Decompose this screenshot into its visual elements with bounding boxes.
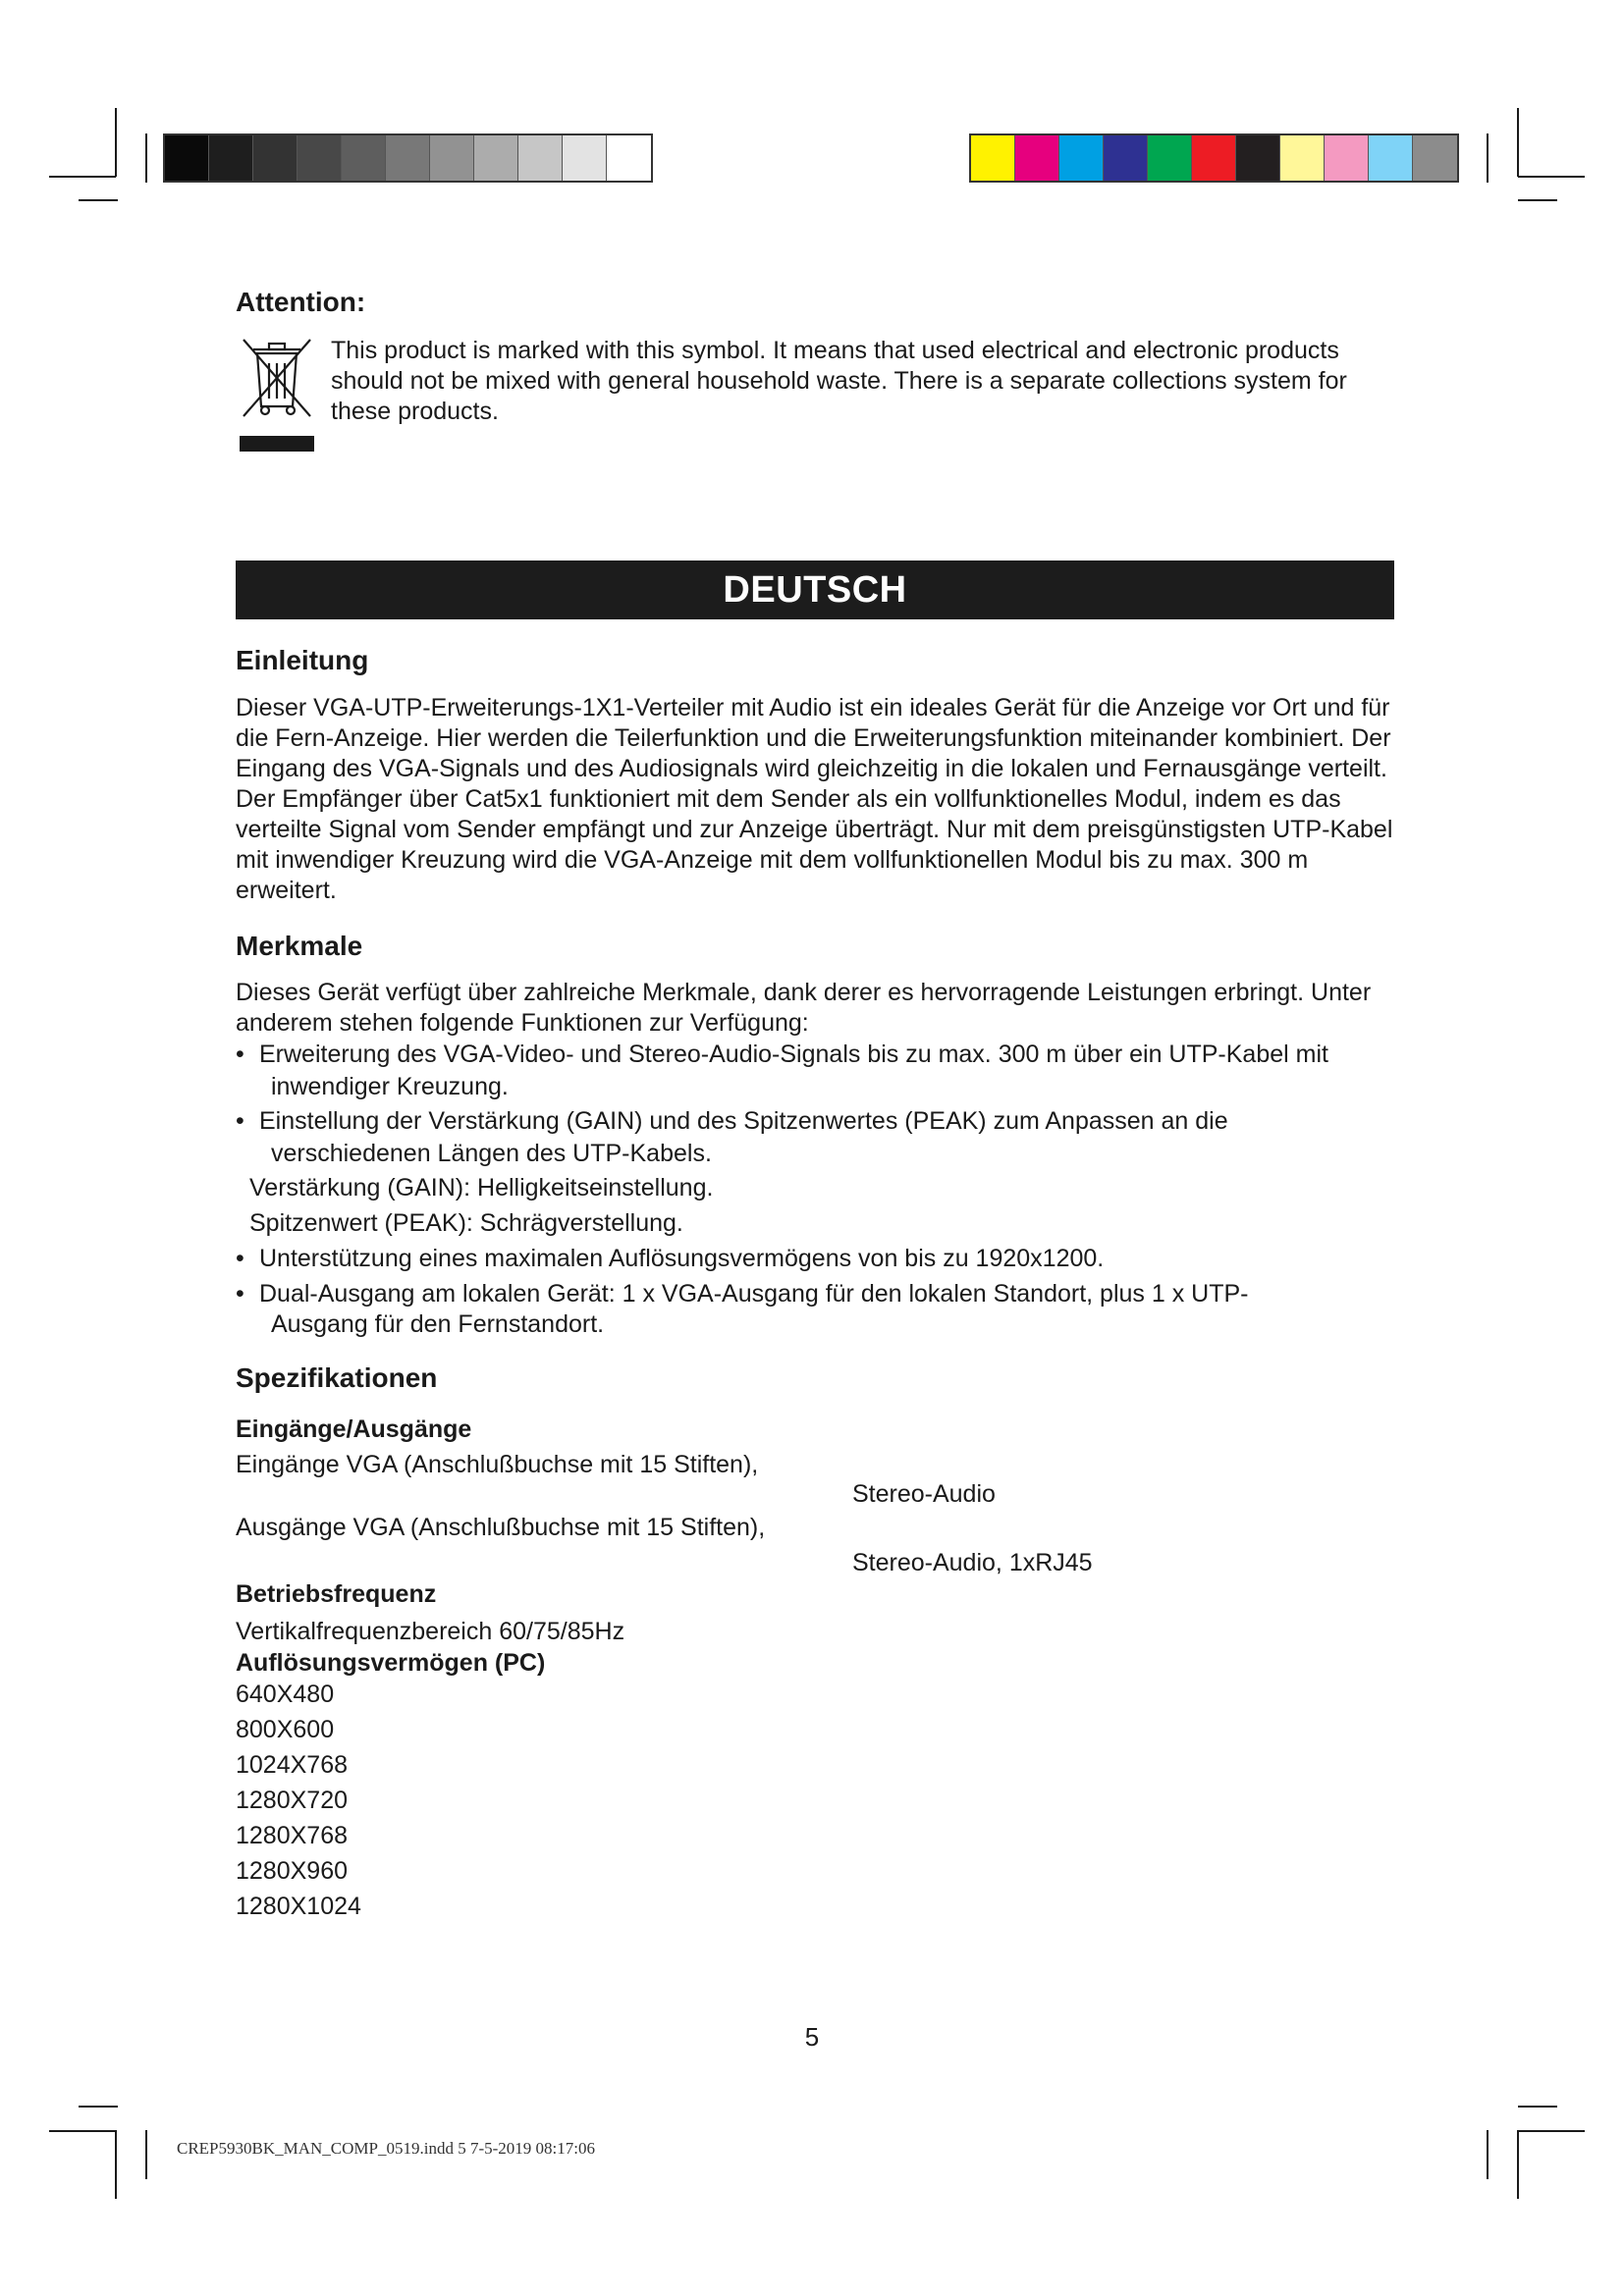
- grayscale-swatch: [386, 135, 430, 181]
- grayscale-swatch: [253, 135, 298, 181]
- feature-bullet-4: [236, 1278, 1394, 1339]
- peak-description: Spitzenwert (PEAK): Schrägverstellung.: [249, 1209, 683, 1237]
- color-swatch: [1280, 135, 1325, 181]
- feature-1-line-2: inwendiger Kreuzung.: [271, 1073, 509, 1100]
- merkmale-intro: Dieses Gerät verfügt über zahlreiche Merkmale, dank derer es hervorragende Leistungen erbringt. Unter anderem stehen folgende Funktionen zur Verfügung:: [236, 979, 1372, 1037]
- frequency-subheading: Betriebsfrequenz: [236, 1580, 437, 1608]
- crop-mark-bottom-right-v2: [1487, 2130, 1489, 2179]
- color-swatch: [1369, 135, 1413, 181]
- color-swatch: [1236, 135, 1280, 181]
- grayscale-swatch: [165, 135, 209, 181]
- einleitung-text: Dieser VGA-UTP-Erweiterungs-1X1-Verteiler mit Audio ist ein ideales Gerät für die Anzeige vor Ort und für die Fern-Anzeige. Hier werden die Teilerfunktion und die Erweiterungsfunktion miteinander kombiniert. Der Eingang des VGA-Signals und des Audiosignals wird gleichzeitig in die lokalen und Fernausgänge verteilt. Der Empfänger über Cat5x1 funktioniert mit dem Sender als ein vollfunktionelles Modul, indem es das verteilte Signal vom Sender empfängt und zur Anzeige überträgt. Nur mit dem preisgünstigsten UTP-Kabel mit inwendiger Kreuzung wird die VGA-Anzeige mit dem vollfunktionellen Modul bis zu max. 300 m erweitert.: [236, 694, 1393, 904]
- resolution-item: 1280X720: [236, 1787, 349, 1814]
- resolution-item: 640X480: [236, 1681, 335, 1708]
- color-swatch: [1104, 135, 1148, 181]
- color-swatch: [1015, 135, 1059, 181]
- color-swatch: [1192, 135, 1236, 181]
- page-number: 5: [804, 2022, 820, 2052]
- banner-title: DEUTSCH: [723, 568, 907, 611]
- crop-mark-top-left-v2: [145, 133, 147, 183]
- resolution-item: 1280X768: [236, 1822, 349, 1849]
- grayscale-swatch: [563, 135, 607, 181]
- resolution-item: 800X600: [236, 1716, 335, 1743]
- language-section-banner: [236, 561, 1394, 619]
- grayscale-calibration-bar: [163, 133, 653, 183]
- grayscale-swatch: [298, 135, 342, 181]
- color-swatch: [1413, 135, 1457, 181]
- color-calibration-bar: [969, 133, 1459, 183]
- gain-description: Verstärkung (GAIN): Helligkeitseinstellung.: [249, 1174, 714, 1201]
- grayscale-swatch: [209, 135, 253, 181]
- crossed-out-wheelie-bin-icon: [240, 334, 314, 455]
- resolution-item: 1280X1024: [236, 1893, 361, 1920]
- crop-mark-bottom-right-h2: [1518, 2130, 1585, 2132]
- grayscale-swatch: [342, 135, 386, 181]
- color-swatch: [1148, 135, 1192, 181]
- crop-mark-top-left-h: [49, 176, 116, 178]
- feature-2-line-1: Einstellung der Verstärkung (GAIN) und des Spitzenwertes (PEAK) zum Anpassen an die: [259, 1107, 1228, 1135]
- bullet-dot: •: [236, 1041, 244, 1068]
- bullet-dot: •: [236, 1107, 244, 1135]
- feature-4-line-1: Dual-Ausgang am lokalen Gerät: 1 x VGA-Ausgang für den lokalen Standort, plus 1 x UTP-: [259, 1280, 1249, 1308]
- outputs-audio-spec: Stereo-Audio, 1xRJ45: [852, 1549, 1093, 1576]
- crop-mark-bottom-left-h: [79, 2106, 118, 2108]
- feature-1-line-1: Erweiterung des VGA-Video- und Stereo-Audio-Signals bis zu max. 300 m über ein UTP-Kabel mit: [259, 1041, 1328, 1068]
- feature-bullet-3: [236, 1243, 1394, 1275]
- resolution-list: [236, 1677, 361, 1924]
- einleitung-heading: Einleitung: [236, 645, 369, 675]
- attention-heading: Attention:: [236, 287, 366, 317]
- crop-mark-top-right-v2: [1487, 133, 1489, 183]
- attention-text: This product is marked with this symbol. It means that used electrical and electronic products should not be mixed with general household waste. There is a separate collections system for these products.: [331, 337, 1347, 425]
- frequency-spec: Vertikalfrequenzbereich 60/75/85Hz: [236, 1618, 625, 1645]
- bullet-dot: •: [236, 1280, 244, 1308]
- print-slug: CREP5930BK_MAN_COMP_0519.indd 5 7-5-2019 08:17:06: [177, 2139, 595, 2158]
- feature-2-line-2: verschiedenen Längen des UTP-Kabels.: [271, 1140, 712, 1167]
- crop-mark-top-left-h2: [79, 199, 118, 201]
- color-swatch: [971, 135, 1015, 181]
- crop-mark-top-right-h2: [1518, 199, 1557, 201]
- crop-mark-bottom-right-h: [1518, 2106, 1557, 2108]
- inputs-audio-spec: Stereo-Audio: [852, 1480, 996, 1508]
- crop-mark-bottom-right-v: [1517, 2130, 1519, 2199]
- crop-mark-bottom-left-h2: [49, 2130, 116, 2132]
- color-swatch: [1325, 135, 1369, 181]
- resolution-item: 1024X768: [236, 1751, 349, 1779]
- crop-mark-top-right-v: [1517, 108, 1519, 177]
- crop-mark-bottom-left-v2: [145, 2130, 147, 2179]
- feature-3-text: Unterstützung eines maximalen Auflösungsvermögens von bis zu 1920x1200.: [259, 1245, 1105, 1272]
- crop-mark-top-right-h: [1518, 176, 1585, 178]
- resolution-item: 1280X960: [236, 1857, 349, 1885]
- crop-mark-bottom-left-v: [115, 2130, 117, 2199]
- feature-bullet-2: [236, 1105, 1394, 1170]
- grayscale-swatch: [518, 135, 563, 181]
- feature-4-line-2: Ausgang für den Fernstandort.: [271, 1310, 605, 1338]
- spezifikationen-heading: Spezifikationen: [236, 1362, 438, 1393]
- bullet-dot: •: [236, 1245, 244, 1272]
- grayscale-swatch: [607, 135, 651, 181]
- inputs-spec: Eingänge VGA (Anschlußbuchse mit 15 Stiften),: [236, 1451, 759, 1478]
- color-swatch: [1059, 135, 1104, 181]
- merkmale-heading: Merkmale: [236, 931, 363, 961]
- feature-bullet-1: [236, 1039, 1394, 1103]
- io-subheading: Eingänge/Ausgänge: [236, 1415, 472, 1443]
- resolution-subheading: Auflösungsvermögen (PC): [236, 1649, 546, 1677]
- outputs-spec: Ausgänge VGA (Anschlußbuchse mit 15 Stiften),: [236, 1514, 766, 1541]
- grayscale-swatch: [474, 135, 518, 181]
- grayscale-swatch: [430, 135, 474, 181]
- crop-mark-top-left-v: [115, 108, 117, 177]
